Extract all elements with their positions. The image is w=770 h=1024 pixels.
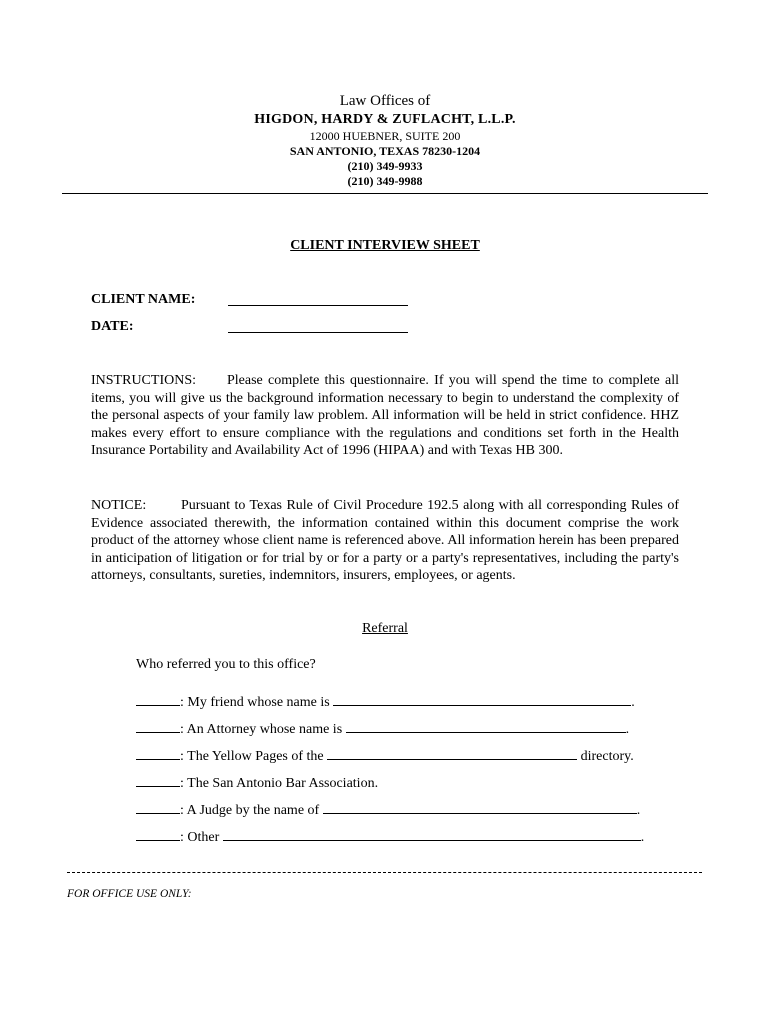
referral-fill-blank[interactable]: [323, 801, 637, 814]
referral-option-text: : A Judge by the name of: [180, 803, 320, 818]
instructions-label: INSTRUCTIONS:: [91, 373, 197, 388]
referral-option-suffix: .: [625, 722, 630, 737]
referral-option-text: : The Yellow Pages of the: [180, 749, 324, 764]
referral-check-blank[interactable]: [136, 774, 180, 787]
client-name-label: CLIENT NAME:: [91, 292, 196, 307]
referral-option-text: : My friend whose name is: [180, 695, 330, 710]
header-firm-name: HIGDON, HARDY & ZUFLACHT, L.L.P.: [254, 112, 516, 127]
referral-option-bar-association: [136, 774, 378, 792]
date-field[interactable]: [228, 332, 408, 333]
referral-question: Who referred you to this office?: [136, 657, 316, 672]
notice-text: Pursuant to Texas Rule of Civil Procedure 192.5 along with all corresponding Rules of Evidence associated therewith, the information contained within this document comprise the work product of the attorney whose client name is referenced above. All information herein has been prepared in anticipation of litigation or for trial by or for a party or a party's representatives, including the party's attorneys, consultants, sureties, indemnitors, insurers, employees, or agents.: [91, 498, 679, 584]
referral-fill-blank[interactable]: [327, 747, 577, 760]
referral-option-suffix: .: [636, 803, 641, 818]
referral-option-yellow-pages: [136, 747, 634, 765]
date-label: DATE:: [91, 319, 134, 334]
referral-fill-blank[interactable]: [346, 720, 626, 733]
referral-check-blank[interactable]: [136, 693, 180, 706]
header-address: 12000 HUEBNER, SUITE 200: [309, 129, 461, 143]
header-phone-2: (210) 349-9988: [347, 174, 423, 188]
client-name-field[interactable]: [228, 305, 408, 306]
referral-option-suffix: .: [631, 695, 635, 710]
instructions-paragraph: [91, 372, 679, 460]
header-divider: [62, 193, 708, 194]
referral-option-friend: [136, 693, 635, 711]
header-city: SAN ANTONIO, TEXAS 78230-1204: [289, 144, 481, 158]
referral-fill-blank[interactable]: [223, 828, 641, 841]
instructions-text: Please complete this questionnaire. If you will spend the time to complete all items, you will give us the background information necessary to begin to understand the complexity of the personal aspects of your family law problem. All information will be held in strict confidence. HHZ makes every effort to ensure compliance with the regulations and conditions set forth in the Health Insurance Portability and Availability Act of 1996 (HIPAA) and with Texas HB 300.: [91, 373, 679, 459]
referral-option-text: : The San Antonio Bar Association.: [180, 776, 379, 791]
form-title: CLIENT INTERVIEW SHEET: [290, 238, 480, 253]
notice-paragraph: [91, 497, 679, 585]
office-use-divider: [67, 872, 702, 873]
notice-label: NOTICE:: [91, 498, 147, 513]
referral-fill-blank[interactable]: [333, 693, 631, 706]
referral-option-other: [136, 828, 644, 846]
referral-check-blank[interactable]: [136, 801, 180, 814]
header-phone-1: (210) 349-9933: [347, 159, 423, 173]
referral-option-text: : An Attorney whose name is: [180, 722, 343, 737]
referral-option-judge: [136, 801, 640, 819]
referral-check-blank[interactable]: [136, 720, 180, 733]
referral-option-attorney: [136, 720, 629, 738]
office-use-label: FOR OFFICE USE ONLY:: [67, 888, 192, 900]
referral-option-suffix: directory.: [577, 749, 634, 764]
header-law-offices: Law Offices of: [339, 93, 431, 109]
referral-check-blank[interactable]: [136, 747, 180, 760]
referral-check-blank[interactable]: [136, 828, 180, 841]
referral-option-text: : Other: [180, 830, 220, 845]
referral-option-suffix: .: [640, 830, 645, 845]
referral-heading: Referral: [362, 621, 408, 636]
